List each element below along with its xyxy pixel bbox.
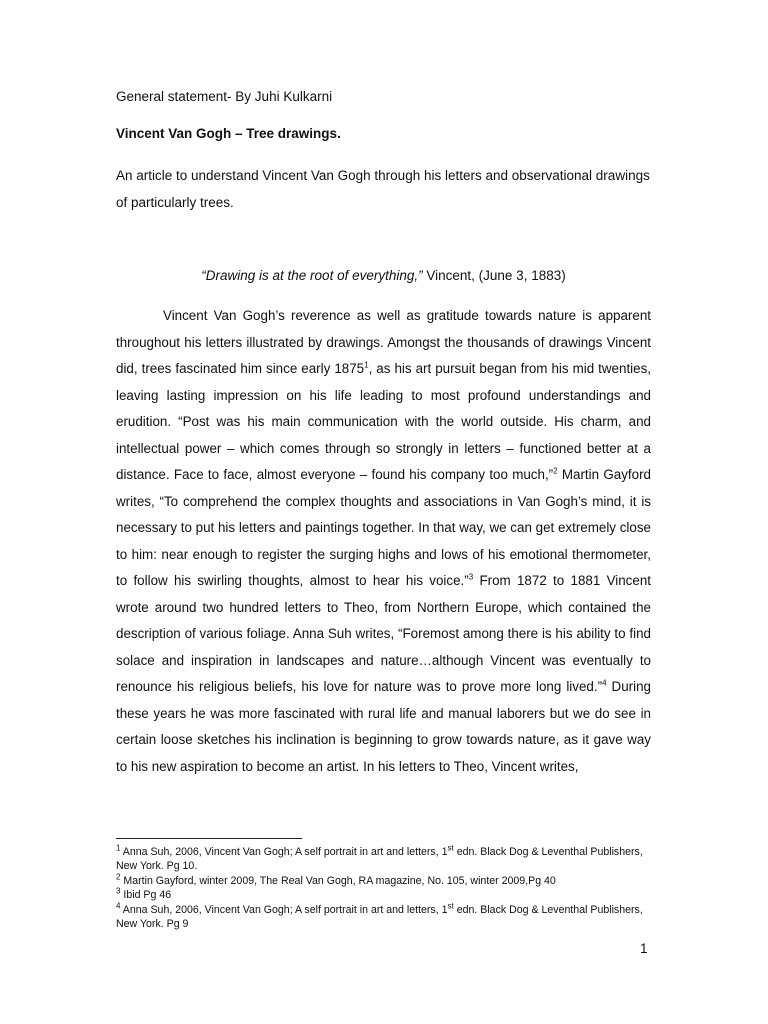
footnote-4 <box>116 903 651 932</box>
footnote-text: Anna Suh, 2006, Vincent Van Gogh; A self portrait in art and letters, 1 <box>120 846 448 858</box>
footnote-sup: st <box>447 901 454 911</box>
body-text-3: Martin Gayford writes, “To comprehend the complex thoughts and associations in Van Gogh’s mind, it is necessary to put his letters and paintings together. In that way, we can get extremely close to him: near enough to register the surging highs and lows of his emotional thermometer, to follow his swirling thoughts, almost to hear his voice.” <box>116 467 651 588</box>
footnote-ref-3[interactable]: 3 <box>468 572 474 582</box>
footnote-separator <box>116 838 302 839</box>
quote-text: “Drawing is at the root of everything,” <box>201 268 423 283</box>
article-title: Vincent Van Gogh – Tree drawings. <box>116 126 341 141</box>
footnote-text: Anna Suh, 2006, Vincent Van Gogh; A self portrait in art and letters, 1 <box>120 903 448 916</box>
footnote-2 <box>116 874 651 888</box>
footnote-text: Martin Gayford, winter 2009, The Real Van Gogh, RA magazine, No. 105, winter 2009,Pg 40 <box>120 874 556 887</box>
intro-paragraph: An article to understand Vincent Van Gogh through his letters and observational drawings of particularly trees. <box>116 168 650 210</box>
footnote-1 <box>116 845 651 874</box>
footnote-3 <box>116 888 651 902</box>
footnote-number: 4 <box>116 901 121 911</box>
page-number: 1 <box>640 941 648 956</box>
body-text-5: During these years he was more fascinated with rural life and manual laborers but we do see in certain loose sketches his inclination is beginning to grow towards nature, as it gave way to his new aspiration to become an artist. In his letters to Theo, Vincent writes, <box>116 679 652 774</box>
footnote-ref-4[interactable]: 4 <box>602 678 607 688</box>
quote-attribution: Vincent, (June 3, 1883) <box>422 268 566 283</box>
footnote-number: 1 <box>116 843 121 853</box>
footnote-text: edn. Black Dog & Leventhal Publishers, New York. Pg 9 <box>116 903 643 931</box>
footnote-text: edn. Black Dog & Leventhal Publishers, New York. Pg 10. <box>116 846 643 873</box>
footnote-text: Ibid Pg 46 <box>120 889 172 902</box>
footnotes <box>116 845 651 931</box>
body-text-2: , as his art pursuit began from his mid twenties, leaving lasting impression on his life leading to most profound understandings and erudition. “Post was his main communication with the world outside. His charm, and intellectual power – which comes through so strongly in letters – functioned better at a distance. Face to face, almost everyone – found his company too much,” <box>116 361 651 482</box>
footnote-ref-1[interactable]: 1 <box>364 360 369 370</box>
body-paragraph <box>116 303 651 780</box>
footnote-ref-2[interactable]: 2 <box>553 466 558 476</box>
footnote-sup: st <box>447 843 454 853</box>
epigraph-quote <box>116 266 651 286</box>
general-statement: General statement- By Juhi Kulkarni <box>116 89 333 104</box>
body-text-4: From 1872 to 1881 Vincent wrote around two hundred letters to Theo, from Northern Europe, which contained the description of various foliage. Anna Suh writes, “Foremost among there is his ability to find solace and inspiration in landscapes and nature…although Vincent was eventually to renounce his religious beliefs, his love for nature was to prove more long lived.” <box>116 573 651 694</box>
footnote-number: 2 <box>116 872 121 882</box>
body-text-1: Vincent Van Gogh’s reverence as well as gratitude towards nature is apparent throughout his letters illustrated by drawings. Amongst the thousands of drawings Vincent did, trees fascinated him since early 1875 <box>116 308 651 376</box>
footnote-number: 3 <box>116 886 121 896</box>
